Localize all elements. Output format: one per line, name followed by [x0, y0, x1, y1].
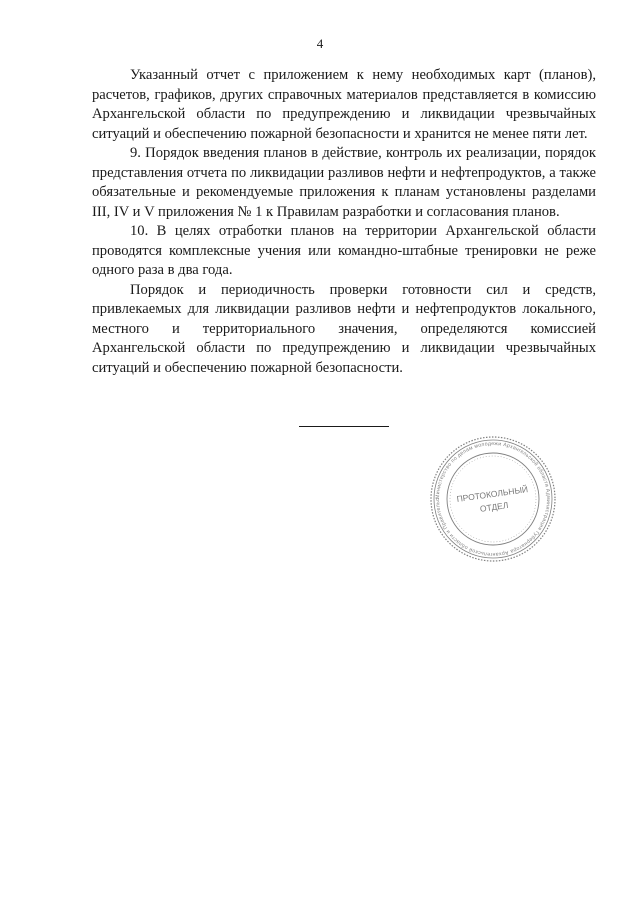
page-number: 4: [316, 36, 324, 51]
end-separator-line: [299, 426, 389, 427]
stamp-center-line-1: ПРОТОКОЛЬНЫЙ: [455, 484, 529, 505]
stamp-center-line-2: ОТДЕЛ: [479, 499, 509, 514]
stamp-ring-text: Министерство по делам молодежи Архангельской области Администрация Губернатора Архангельской области и Правительс: [434, 440, 552, 558]
seal-stamp: [428, 434, 558, 564]
paragraph-9: 9. Порядок введения планов в действие, контроль их реализации, порядок представления отчета по ликвидации разливов нефти и нефтепродуктов, а также обязательные и рекомендуемые приложения к планам установлены разделами III, IV и V приложения № 1 к Правилам разработки и согласования планов.: [92, 145, 596, 220]
paragraph-report-submission: Указанный отчет с приложением к нему необходимых карт (планов), расчетов, графиков, других справочных материалов представляется в комиссию Архангельской области по предупреждению и ликвидации чрезвычайных ситуаций и обеспечению пожарной безопасности и хранится не менее пяти лет.: [92, 67, 596, 142]
paragraph-10: 10. В целях отработки планов на территории Архангельской области проводятся комплексные учения или командно-штабные тренировки не реже одного раза в два года.: [92, 223, 596, 278]
paragraph-readiness-check: Порядок и периодичность проверки готовности сил и средств, привлекаемых для ликвидации разливов нефти и нефтепродуктов локального, местного и территориального значения, определяются комиссией Архангельской области по предупреждению и ликвидации чрезвычайных ситуаций и обеспечению пожарной безопасности.: [92, 281, 596, 376]
document-body: [92, 66, 596, 378]
